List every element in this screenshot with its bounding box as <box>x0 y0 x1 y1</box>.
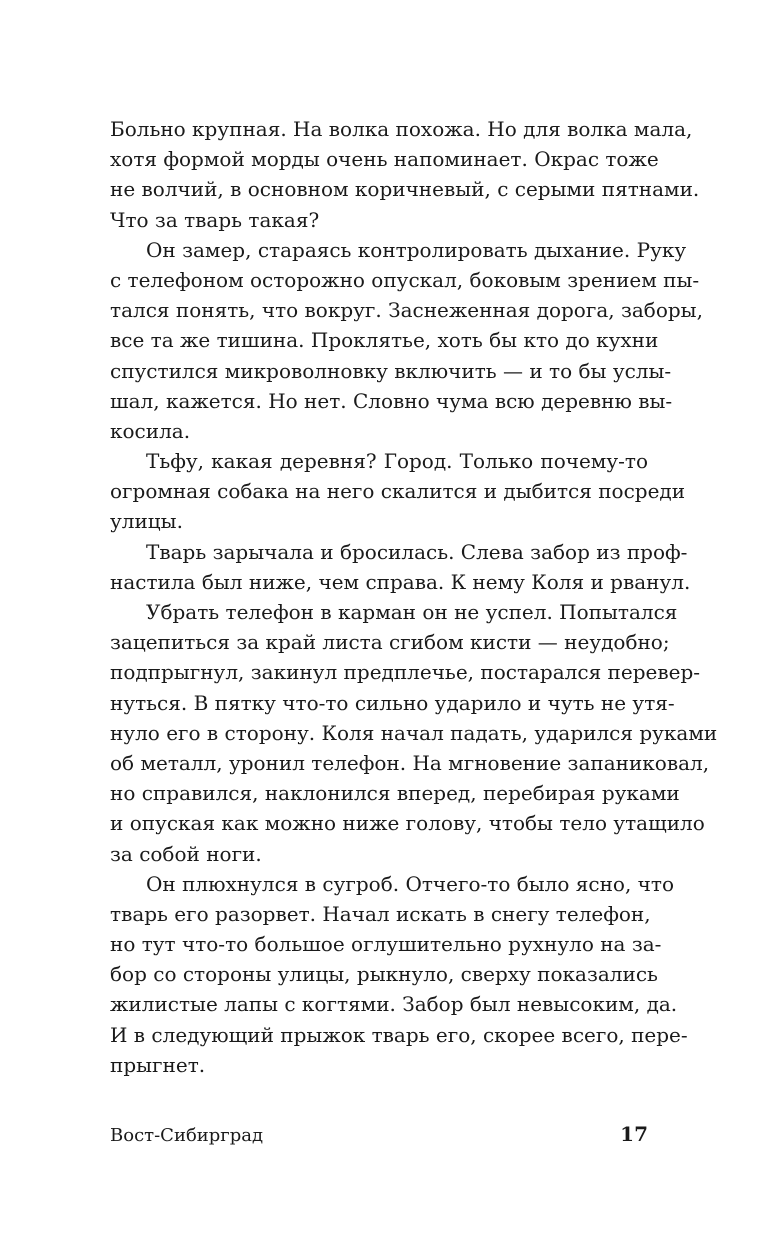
text-line: Что за тварь такая? <box>110 207 320 232</box>
page-number: 17 <box>620 1122 648 1146</box>
text-line: но справился, наклонился вперед, перебирая руками <box>110 781 680 806</box>
text-line: Убрать телефон в карман он не успел. Попытался <box>146 600 678 624</box>
text-line: Тварь зарычала и бросилась. Слева забор из проф- <box>146 539 688 564</box>
text-line: нуться. В пятку что-то сильно ударило и чуть не утя- <box>110 690 675 715</box>
text-line: и опуская как можно ниже голову, чтобы тело утащило <box>110 811 705 836</box>
text-line: все та же тишина. Проклятье, хоть бы кто до кухни <box>110 328 659 353</box>
text-line: хотя формой морды очень напоминает. Окрас тоже <box>110 147 659 172</box>
body-text <box>110 114 718 1080</box>
text-line: зацепиться за край листа сгибом кисти — неудобно; <box>110 630 670 655</box>
text-line: улицы. <box>110 509 183 534</box>
text-line: за собой ноги. <box>110 841 262 866</box>
running-title: Вост-Сибирград <box>110 1125 264 1146</box>
text-line: Тьфу, какая деревня? Город. Только почему-то <box>146 449 648 474</box>
text-line: Он замер, стараясь контролировать дыхание. Руку <box>146 237 687 262</box>
text-line: тался понять, что вокруг. Заснеженная дорога, заборы, <box>110 298 703 323</box>
text-line: но тут что-то большое оглушительно рухнуло на за- <box>110 932 662 957</box>
text-line: жилистые лапы с когтями. Забор был невысоким, да. <box>110 992 678 1017</box>
text-line: И в следующий прыжок тварь его, скорее всего, пере- <box>110 1022 688 1047</box>
text-line: бор со стороны улицы, рыкнуло, сверху показались <box>110 962 658 987</box>
text-line: спустился микроволновку включить — и то бы услы- <box>110 358 672 383</box>
text-line: Больно крупная. На волка похожа. Но для волка мала, <box>110 117 693 141</box>
text-line: огромная собака на него скалится и дыбится посреди <box>110 479 686 504</box>
text-line: Он плюхнулся в сугроб. Отчего-то было ясно, что <box>146 871 675 896</box>
text-line: шал, кажется. Но нет. Словно чума всю деревню вы- <box>110 388 673 413</box>
text-line: прыгнет. <box>110 1052 206 1077</box>
text-line: нуло его в сторону. Коля начал падать, ударился руками <box>110 720 718 745</box>
text-line: с телефоном осторожно опускал, боковым зрением пы- <box>110 267 700 292</box>
text-line: подпрыгнул, закинул предплечье, постарался перевер- <box>110 660 700 685</box>
text-line: тварь его разорвет. Начал искать в снегу телефон, <box>110 901 651 926</box>
text-line: настила был ниже, чем справа. К нему Коля и рванул. <box>110 569 691 594</box>
text-line: об металл, уронил телефон. На мгновение запаниковал, <box>110 750 710 775</box>
text-line: косила. <box>110 418 191 443</box>
text-line: не волчий, в основном коричневый, с серыми пятнами. <box>110 177 700 202</box>
